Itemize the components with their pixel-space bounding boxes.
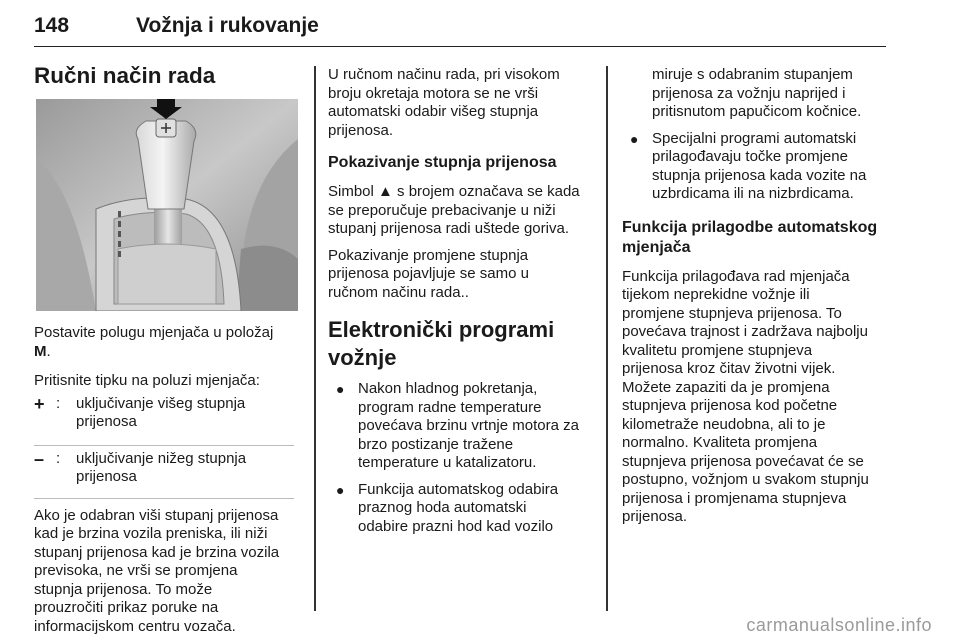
definition-line: uključivanje nižeg stupnja <box>76 449 247 467</box>
definition-line: uključivanje višeg stupnja <box>76 394 246 412</box>
definition-colon: : <box>56 449 61 467</box>
section-title-gear-indicator: Pokazivanje stupnja prijenosa <box>328 154 557 171</box>
divider <box>34 445 294 446</box>
text-line: Funkcija automatskog odabira <box>358 480 559 498</box>
column-3-body <box>622 66 892 527</box>
text-line: kilometraže neudobna, ali to je <box>622 415 826 433</box>
list-item <box>328 380 596 473</box>
text-line: stupnja prijenosa. To može <box>34 580 213 598</box>
column-1-body <box>34 324 304 636</box>
paragraph-symbol <box>328 183 596 239</box>
text-line: kvalitetu promjene stupnjeva <box>622 341 813 359</box>
text-line: prijenosa. <box>328 121 394 139</box>
section-title-manual-mode: Ručni način rada <box>34 63 216 88</box>
text-line: Možete zapaziti da je promjena <box>622 378 830 396</box>
paragraph-indicator-manual <box>328 247 596 303</box>
text-line: stupanj prijenosa radi uštede goriva. <box>328 220 569 237</box>
column-2-body <box>328 66 596 536</box>
column-divider-1 <box>314 66 316 611</box>
paragraph-position-lever <box>34 324 304 361</box>
text-line: prijenosa pojavljuje se samo u <box>328 265 529 282</box>
text-line: postupno, vožnjom u svakom stupnju <box>622 471 869 488</box>
text-line: temperature u katalizatoru. <box>358 454 537 471</box>
minus-icon: – <box>34 448 45 469</box>
definition-upshift <box>34 395 304 439</box>
text-line: Pokazivanje promjene stupnja <box>328 246 529 264</box>
section-title-electronic-programs <box>328 316 596 372</box>
section-title-adaptation <box>622 218 892 258</box>
bullet-icon: ● <box>336 381 345 397</box>
gear-lever-image <box>36 99 298 311</box>
text-line: praznog hoda automatski <box>358 499 527 516</box>
text-line: normalno. Kvaliteta promjena <box>622 434 818 451</box>
bullet-icon: ● <box>630 130 639 147</box>
text-line: stupanj prijenosa kad je brzina vozila <box>34 543 280 561</box>
column-divider-2 <box>606 66 608 611</box>
text-period: . <box>46 342 51 360</box>
text-line: brzo postizanje tražene <box>358 435 514 453</box>
paragraph-press-button: Pritisnite tipku na poluzi mjenjača: <box>34 372 260 389</box>
paragraph-high-rpm <box>328 66 596 140</box>
paragraph-gear-warning <box>34 507 304 637</box>
text-line: Ako je odabran viši stupanj prijenosa <box>34 506 279 524</box>
text-line: Funkcija prilagođava rad mjenjača <box>622 267 850 285</box>
text-line: stupnja prijenosa kada vozite na <box>652 166 867 184</box>
text-line: odabire prazni hod kad vozilo <box>358 517 554 535</box>
watermark: carmanualsonline.info <box>746 615 932 635</box>
title-line: Funkcija prilagodbe automatskog <box>622 218 878 236</box>
text-line: uzbrdicama ili na nizbrdicama. <box>652 185 854 202</box>
paragraph-adaptation <box>622 268 892 527</box>
plus-icon: + <box>34 393 45 414</box>
text-line: ručnom načinu rada.. <box>328 283 469 301</box>
text-line: prouzročiti prikaz poruke na <box>34 599 219 616</box>
list-item <box>328 481 596 537</box>
list-item <box>622 130 892 204</box>
divider <box>34 498 294 499</box>
text-line: previsoka, ne vrši se promjena <box>34 562 238 579</box>
definition-colon: : <box>56 394 61 412</box>
definition-text <box>76 450 296 487</box>
definition-text <box>76 395 296 432</box>
title-line: Elektronički programi <box>328 317 555 342</box>
bullet-icon: ● <box>336 481 345 498</box>
title-line: vožnje <box>328 345 397 370</box>
text-line: prijenosa. <box>622 508 688 525</box>
definition-downshift <box>34 450 304 494</box>
text-line: stupnjeva prijenosa kod početne <box>622 397 838 414</box>
text-line: prijenosa kroz čitav životni vijek. <box>622 360 836 377</box>
text-line: se preporučuje prebacivanje u niži <box>328 201 556 219</box>
definition-line: prijenosa <box>76 468 137 485</box>
running-title: Vožnja i rukovanje <box>136 14 319 37</box>
text-line: broju okretaja motora se ne vrši <box>328 84 539 102</box>
page-number: 148 <box>34 14 70 37</box>
text-line: automatski odabir višeg stupnja <box>328 103 539 120</box>
text-line: Simbol ▲ s brojem označava se kada <box>328 183 580 200</box>
text-line: promjene stupnjeva prijenosa. To <box>622 304 842 322</box>
text-line: prilagođavaju točke promjene <box>652 148 848 165</box>
gear-position-m: M <box>34 342 47 360</box>
text-line: U ručnom načinu rada, pri visokom <box>328 66 560 83</box>
text-line: pritisnutom papučicom kočnice. <box>652 103 862 120</box>
list-item-continued <box>622 66 892 122</box>
text-line: povećava trajnost i zadržava najbolju <box>622 323 868 340</box>
page-header <box>34 10 886 47</box>
text-line: informacijskom centru vozača. <box>34 617 236 635</box>
title-line: mjenjača <box>622 238 691 256</box>
text-line: miruje s odabranim stupanjem <box>652 66 853 83</box>
text-line: prijenosa i promjenama stupnjeva <box>622 489 847 507</box>
gear-lever-illustration <box>36 99 298 311</box>
text-line: prijenosa za vožnju naprijed i <box>652 84 846 102</box>
text-line: stupnjeva prijenosa povećavat će se <box>622 452 864 470</box>
text-line: Nakon hladnog pokretanja, <box>358 380 538 397</box>
text-position-lever: Postavite polugu mjenjača u položaj <box>34 324 274 341</box>
text-line: povećava brzinu vrtnje motora za <box>358 417 579 434</box>
text-line: Specijalni programi automatski <box>652 129 857 147</box>
definition-line: prijenosa <box>76 413 137 430</box>
text-line: kad je brzina vozila preniska, ili niži <box>34 525 268 542</box>
text-line: program radne temperature <box>358 398 542 416</box>
text-line: tijekom neprekidne vožnje ili <box>622 286 810 303</box>
